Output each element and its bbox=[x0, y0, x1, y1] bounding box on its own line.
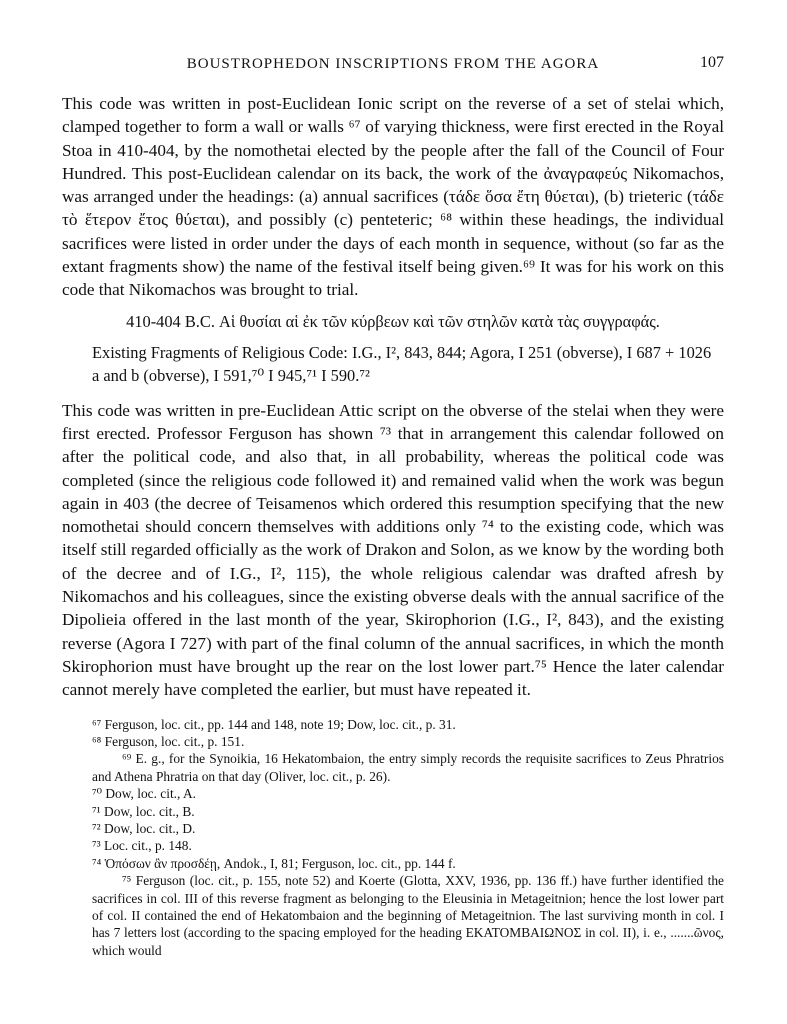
section-heading-410-404: 410-404 B.C. Αἱ θυσίαι αἱ ἐκ τῶν κύρβεων καὶ τῶν στηλῶν κατὰ τὰς συγγραφάς. bbox=[126, 311, 660, 331]
paragraph-pre-euclidean-code: This code was written in pre-Euclidean Attic script on the obverse of the stelai when they were first erected. Professor Ferguson has shown ⁷³ that in arrangement this calendar followed on after the political code, and also that, in all probability, whereas the political code was completed (since the religious code followed it) and remained valid when the work was begun again in 403 (the decree of Teisamenos which ordered this resumption specifying that the new nomothetai should concern themselves with additions only ⁷⁴ to the existing code, which was itself still regarded officially as the work of Drakon and Solon, as we know by the wording both of the decree and of I.G., I², 115), the whole religious calendar was drafted afresh by Nikomachos and his colleagues, since the existing obverse deals with the annual sacrifice of the Dipolieia offered in the last month of the year, Skirophorion (I.G., I², 843), and the existing reverse (Agora I 727) with part of the final column of the annual sacrifices, in which the month Skirophorion must have brought up the rear on the lost lower part.⁷⁵ Hence the later calendar cannot merely have completed the earlier, but must have repeated it. bbox=[62, 400, 724, 700]
page-number: 107 bbox=[700, 54, 724, 71]
footnote-73: ⁷³ Loc. cit., p. 148. bbox=[92, 838, 192, 854]
footnote-75: ⁷⁵ Ferguson (loc. cit., p. 155, note 52) and Koerte (Glotta, XXV, 1936, pp. 136 ff.) have further identified the sacrifices in col. III of this reverse fragment as belonging to the Eleusinia in Metageitnion; hence the lost lower part of col. II contained the end of Hekatombaion and the beginning of Metageitnion. The last surviving month in col. I has 7 letters lost (according to the spacing employed for the heading ΕΚΑΤΟΜΒΑΙΩΝΟΣ in col. II), i. e., .......ῶνος, which would bbox=[92, 873, 724, 958]
footnote-72: ⁷² Dow, loc. cit., D. bbox=[92, 820, 196, 836]
footnote-69: ⁶⁹ E. g., for the Synoikia, 16 Hekatombaion, the entry simply records the requisite sacrifices to Zeus Phratrios and Athena Phratria on that day (Oliver, loc. cit., p. 26). bbox=[92, 751, 724, 784]
footnote-68: ⁶⁸ Ferguson, loc. cit., p. 151. bbox=[92, 733, 245, 749]
footnote-74: ⁷⁴ Ὁπόσων ἂν προσδέῃ, Andok., I, 81; Ferguson, loc. cit., pp. 144 f. bbox=[92, 855, 456, 871]
footnote-71: ⁷¹ Dow, loc. cit., B. bbox=[92, 803, 195, 819]
footnote-67: ⁶⁷ Ferguson, loc. cit., pp. 144 and 148, note 19; Dow, loc. cit., p. 31. bbox=[92, 716, 456, 732]
running-title: BOUSTROPHEDON INSCRIPTIONS FROM THE AGORA bbox=[186, 56, 600, 72]
page bbox=[62, 52, 724, 959]
footnote-70: ⁷⁰ Dow, loc. cit., A. bbox=[92, 786, 197, 802]
existing-fragments-list: Existing Fragments of Religious Code: I.G., I², 843, 844; Agora, I 251 (obverse), I 687 + 1026 a and b (obverse), I 591,⁷⁰ I 945,⁷¹ I 590.⁷² bbox=[92, 342, 712, 385]
footnotes bbox=[62, 716, 724, 960]
paragraph-post-euclidean-code: This code was written in post-Euclidean Ionic script on the reverse of a set of stelai which, clamped together to form a wall or walls ⁶⁷ of varying thickness, were first erected in the Royal Stoa in 410-404, by the nomothetai elected by the people after the fall of the Council of Four Hundred. This post-Euclidean calendar on its back, the work of the ἀναγραφεύς Nikomachos, was arranged under the headings: (a) annual sacrifices (τάδε ὅσα ἔτη θύεται), (b) trieteric (τάδε τὸ ἕτερον ἔτος θύεται), and possibly (c) penteteric; ⁶⁸ within these headings, the individual sacrifices were listed in order under the days of each month in sequence, without (so far as the extant fragments show) the name of the festival itself being given.⁶⁹ It was for his work on this code that Nikomachos was brought to trial. bbox=[62, 94, 724, 300]
running-head bbox=[62, 52, 724, 76]
